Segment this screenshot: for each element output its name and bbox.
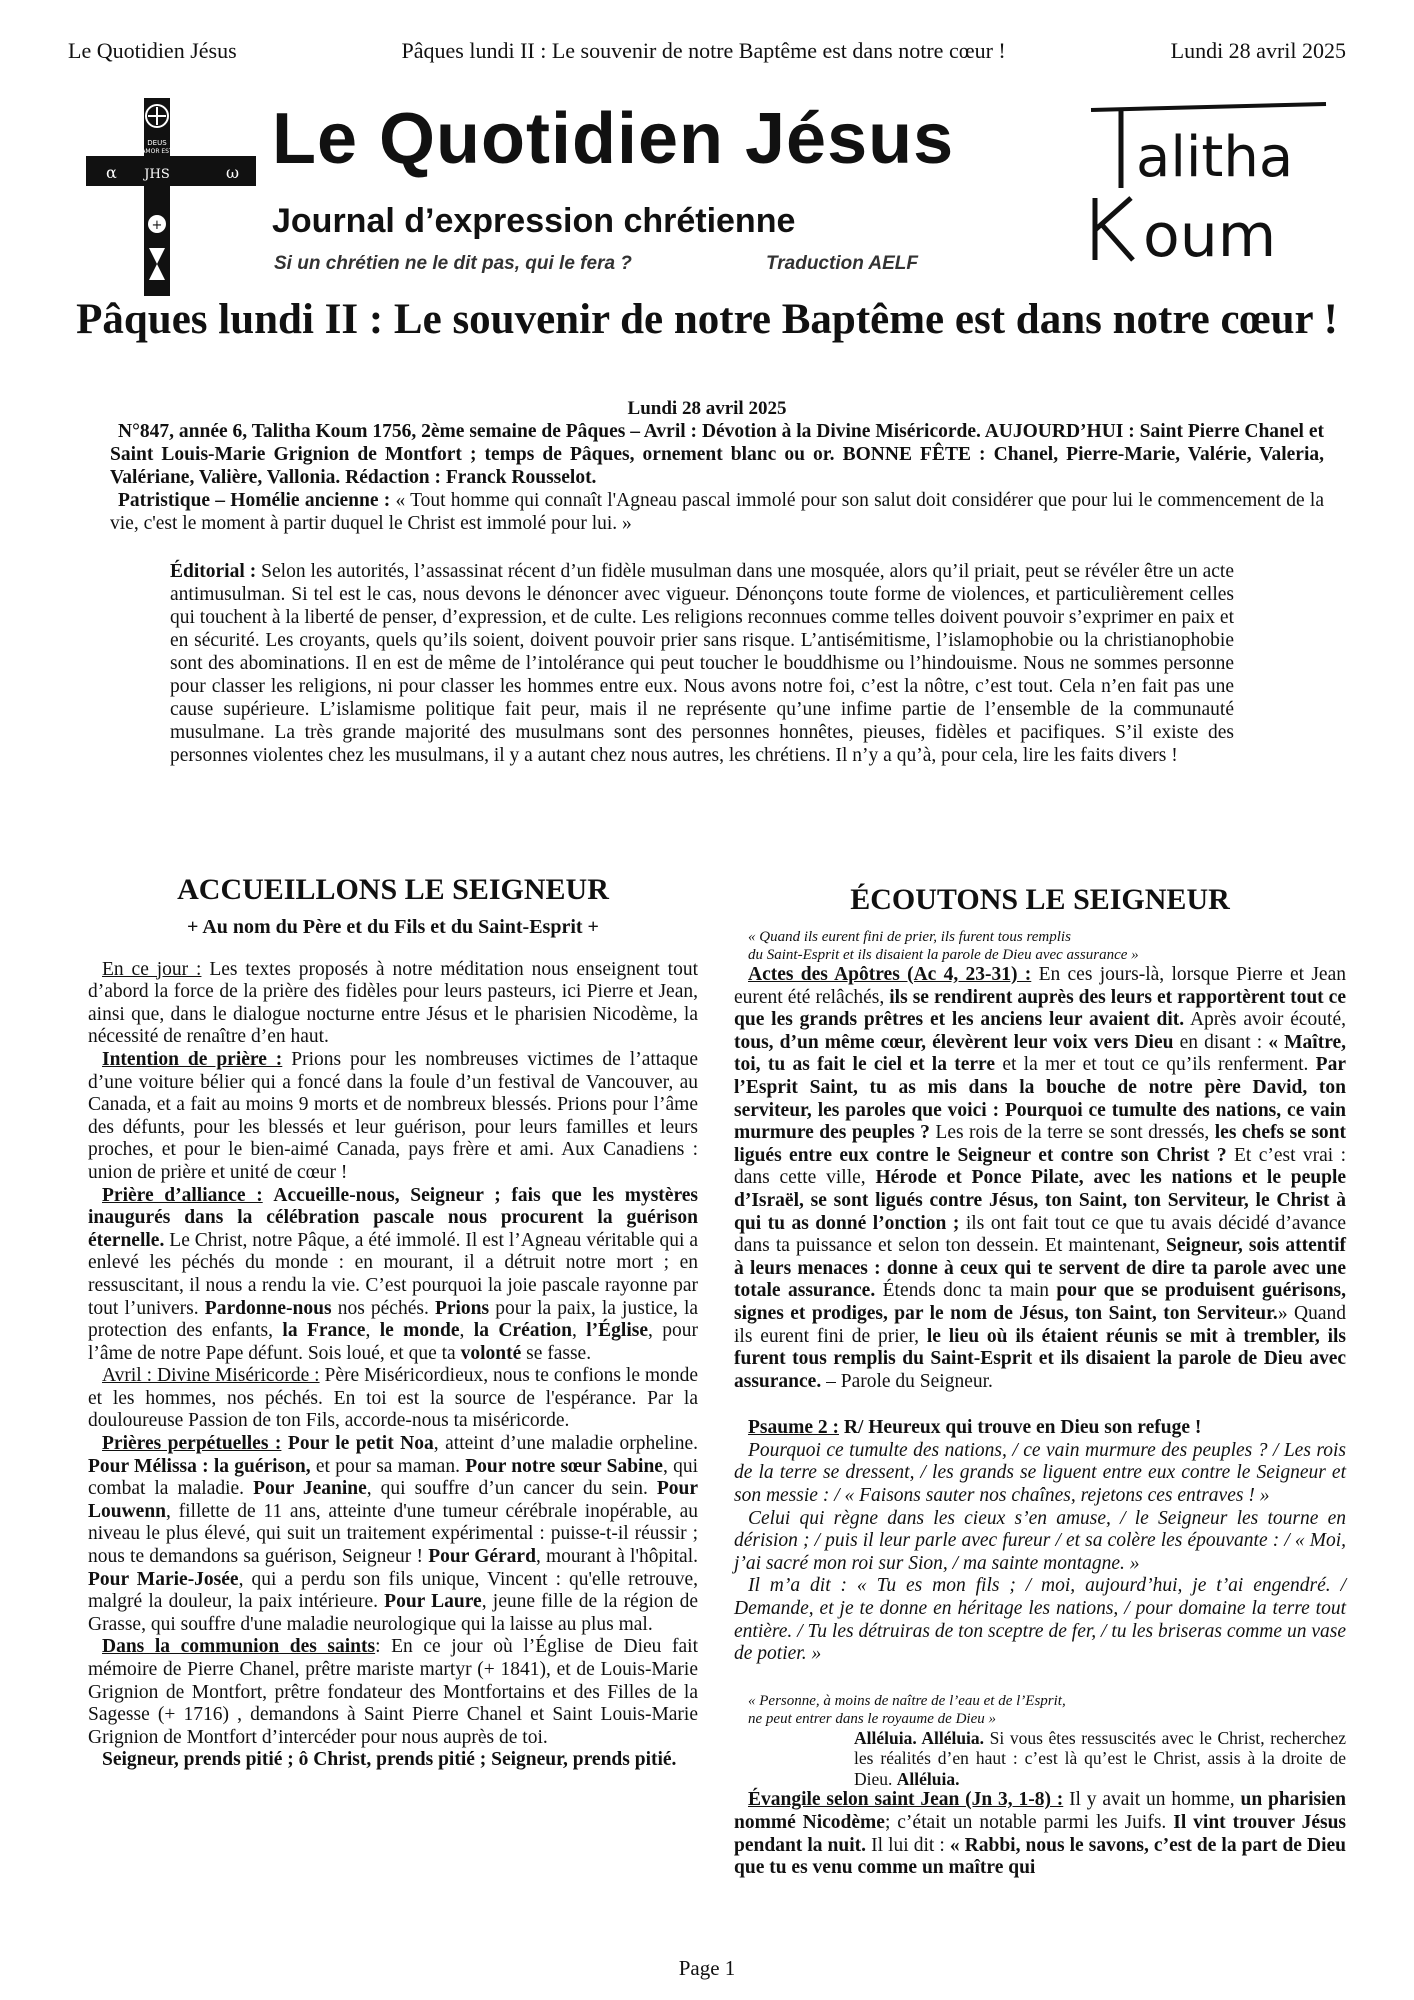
issue-info [110,420,1324,535]
masthead-translation: Traduction AELF [766,253,918,274]
left-column [88,870,698,1772]
masthead [86,98,1336,298]
running-header [68,38,1346,68]
actes-reading: Actes des Apôtres (Ac 4, 23-31) : En ces jours-là, lorsque Pierre et Jean eurent été relâchés, ils se rendirent auprès des leurs et rapportèrent tout ce que les grands prêtres et les anciens leur avaient dit. Après avoir écouté, tous, d’un même cœur, élevèrent leur voix vers Dieu en disant : « Maître, toi, tu as fait le ciel et la terre et la mer et tout ce qu’ils renferment. Par l’Esprit Saint, tu as mis dans la bouche de notre père David, ton serviteur, les paroles que voici : Pourquoi ce tumulte des nations, ce vain murmure des peuples ? Les rois de la terre se sont dressés, les chefs se sont ligués entre eux contre le Seigneur et contre son Christ ? Et c’est vrai : dans cette ville, Hérode et Ponce Pilate, avec les nations et le peuple d’Israël, se sont ligués contre Jésus, ton Saint, ton Serviteur, le Christ à qui tu as donné l’onction ; ils ont fait tout ce que tu avais décidé d’avance dans ta puissance et selon ton dessein. Et maintenant, Seigneur, sois attentif à leurs menaces : donne à ceux qui te servent de dire ta parole avec une totale assurance. Étends donc ta main pour que se produisent guérisons, signes et prodiges, par le nom de Jésus, ton Saint, ton Serviteur.» Quand ils eurent fini de prier, le lieu où ils étaient réunis se mit à trembler, ils furent tous remplis du Saint-Esprit et ils disaient la parole de Dieu avec assurance. – Parole du Seigneur. [734,964,1347,1392]
main-title: Pâques lundi II : Le souvenir de notre Baptême est dans notre cœur ! [76,296,1338,343]
running-header-right: Lundi 28 avril 2025 [1170,38,1346,63]
actes-epigraph-line1: « Quand ils eurent fini de prier, ils furent tous remplis [748,929,1071,945]
communion-des-saints: Dans la communion des saints: En ce jour où l’Église de Dieu fait mémoire de Pierre Chanel, prêtre mariste martyr (+ 1841), et de Louis-Marie Grignion de Montfort, prêtre fondateur des Montfortains et des Filles de la Sagesse (+ 1716) , demandons à Saint Pierre Chanel et Saint Louis-Marie Grignion de Montfort d’intercéder pour nous auprès de toi. [88,1636,698,1748]
evangile-epigraph-line1: « Personne, à moins de naître de l’eau et de l’Esprit, [748,1692,1066,1709]
patristique-text: « Tout homme qui connaît l'Agneau pascal immolé pour son salut doit considérer que pour lui le commencement de la vie, c'est le moment à partir duquel le Christ est immolé pour lui. » [110,490,1324,534]
running-header-center: Pâques lundi II : Le souvenir de notre Baptême est dans notre cœur ! [401,38,1006,63]
right-column [734,880,1346,1880]
svg-text:alitha: alitha [1136,125,1294,190]
svg-text:ω: ω [226,163,240,182]
running-header-left: Le Quotidien Jésus [68,38,237,63]
issue-date: Lundi 28 avril 2025 [627,398,787,419]
evangile-epigraph-line2: ne peut entrer dans le royaume de Dieu » [748,1710,996,1727]
actes-epigraph-line2: du Saint-Esprit et ils disaient la parole de Dieu avec assurance » [748,947,1139,963]
prieres-perpetuelles: Prières perpétuelles : Pour le petit Noa, atteint d’une maladie orpheline. Pour Mélissa : la guérison, et pour sa maman. Pour notre sœur Sabine, qui combat la maladie. Pour Jeanine, qui souffre d’un cancer du sein. Pour Louwenn, fillette de 11 ans, atteinte d'une tumeur cérébrale inopérable, au niveau le plus élevé, qui suit un traitement expérimental : puisse-t-il réussir ; nous te demandons sa guérison, Seigneur ! Pour Gérard, mourant à l'hôpital. Pour Marie-Josée, qui a perdu son fils unique, Vincent : qu'elle retrouve, malgré la douleur, la paix intérieure. Pour Laure, jeune fille de la région de Grasse, qui souffre d'une maladie neurologique qui la laisse au plus mal. [88,1433,699,1635]
alleluia: Alléluia. Alléluia. Si vous êtes ressuscités avec le Christ, recherchez les réalités d’en haut : c’est là qu’est le Christ, assis à la droite de Dieu. Alléluia. [854,1727,1347,1789]
left-heading: ACCUEILLONS LE SEIGNEUR [177,873,609,906]
svg-text:oum: oum [1143,201,1277,268]
svg-text:+: + [151,218,163,233]
talitha-koum-logo [1081,98,1331,268]
svg-text:JHS: JHS [144,167,170,182]
cross-logo-icon [86,98,256,296]
kyrie: Seigneur, prends pitié ; ô Christ, prends pitié ; Seigneur, prends pitié. [102,1749,677,1771]
avril-misericorde: Avril : Divine Miséricorde : Père Miséricordieux, nous te confions le monde et les hommes, nos péchés. En toi est la source de l'espérance. Par la douloureuse Passion de ton Fils, accorde-nous ta miséricorde. [88,1365,698,1432]
en-ce-jour: En ce jour : Les textes proposés à notre méditation nous enseignent tout d’abord la force de la prière des fidèles pour leurs pasteurs, ici Pierre et Jean, ainsi que, dans le dialogue nocturne entre Jésus et le pharisien Nicodème, la nécessité de renaître d’en haut. [88,958,698,1048]
evangile-reading: Évangile selon saint Jean (Jn 3, 1-8) : Il y avait un homme, un pharisien nommé Nicodème; c’était un notable parmi les Juifs. Il vint trouver Jésus pendant la nuit. Il lui dit : « Rabbi, nous le savons, c’est de la part de Dieu que tu es venu comme un maître qui [734,1789,1347,1879]
svg-text:AMOR EST: AMOR EST [141,148,173,155]
right-heading: ÉCOUTONS LE SEIGNEUR [850,883,1230,916]
psaume-strophe-3: Il m’a dit : « Tu es mon fils ; / moi, aujourd’hui, je t’ai engendré. / Demande, et je te donne en héritage les nations, / pour domaine la terre tout entière. / Tu les détruiras de ton sceptre de fer, / tu les briseras comme un vase de potier. » [734,1575,1346,1665]
svg-text:α: α [106,163,117,182]
intention-de-priere: Intention de prière : Prions pour les nombreuses victimes de l’attaque d’une voiture bélier qui a foncé dans la foule d’un festival de Vancouver, au Canada, et a fait au moins 9 morts et de nombreux blessés. Prions pour l’âme des défunts, pour les blessés et leur guérison, pour leurs familles et leurs proches, et pour le bien-aimé Canada, pays frère et ami. Aux Canadiens : union de prière et unité de cœur ! [88,1048,698,1183]
left-subheading: + Au nom du Père et du Fils et du Saint-Esprit + [187,916,599,938]
issue-info-line: N°847, année 6, Talitha Koum 1756, 2ème semaine de Pâques – Avril : Dévotion à la Divine Miséricorde. AUJOURD’HUI : Saint Pierre Chanel et Saint Louis-Marie Grignion de Montfort ; temps de Pâques, ornement blanc ou or. BONNE FÊTE : Chanel, Pierre-Marie, Valérie, Valeria, Valériane, Valière, Vallonia. Rédaction : Franck Rousselot. [110,421,1324,488]
masthead-subtitle: Journal d’expression chrétienne [272,202,796,240]
editorial-label: Éditorial : [170,561,257,582]
psaume-strophe-2: Celui qui règne dans les cieux s’en amuse, / le Seigneur les tourne en dérision ; / puis il leur parle avec fureur / et sa colère les épouvante : / « Moi, j’ai sacré mon roi sur Sion, / ma sainte montagne. » [734,1507,1346,1574]
psaume-strophe-1: Pourquoi ce tumulte des nations, / ce vain murmure des peuples ? / Les rois de la terre se dressent, / les grands se liguent entre eux contre le Seigneur et son messie : / « Faisons sauter nos chaînes, rejetons ces entraves ! » [734,1439,1346,1507]
psaume-title: Psaume 2 : R/ Heureux qui trouve en Dieu son refuge ! [748,1417,1202,1439]
editorial-text: Selon les autorités, l’assassinat récent d’un fidèle musulman dans une mosquée, alors qu’il priait, peut se révéler être un acte antimusulman. Si tel est le cas, nous devons le dénoncer avec vigueur. Dénonçons toute forme de violences, et particulièrement celles qui touchent à la liberté de penser, d’expression, et de culte. Les religions reconnues comme telles doivent pouvoir s’exprimer en paix et en sécurité. Les croyants, quels qu’ils soient, doivent pouvoir prier sans risque. L’antisémitisme, l’islamophobie ou la christianophobie sont des abominations. Il en est de même de l’intolérance qui peut toucher le bouddhisme ou l’hindouisme. Nous ne sommes personne pour classer les religions, ni pour classer les hommes entre eux. Nous avons notre foi, c’est la nôtre, c’est tout. Cela n’en fait pas une cause supérieure. L’islamisme politique fait peur, mais il ne représente qu’une infime partie de l’ensemble de la communauté musulmane. La très grande majorité des musulmans sont des personnes honnêtes, pieuses, fidèles et pacifiques. S’il existe des personnes violentes chez les musulmans, il y a autant chez nous autres, les chrétiens. Il n’y a qu’à, pour cela, lire les faits divers ! [170,561,1234,766]
patristique [110,489,1324,535]
editorial [170,560,1234,767]
svg-text:DEUS: DEUS [147,139,167,147]
masthead-title: Le Quotidien Jésus [272,99,955,179]
priere-alliance: Prière d’alliance : Accueille-nous, Seigneur ; fais que les mystères inaugurés dans la célébration pascale nous procurent la guérison éternelle. Le Christ, notre Pâque, a été immolé. Il est l’Agneau véritable qui a enlevé les péchés du monde : en mourant, il a détruit notre mort ; en ressuscitant, il nous a rendu la vie. C’est pourquoi la joie pascale rayonne par tout l’univers. Pardonne-nous nos péchés. Prions pour la paix, la justice, la protection des enfants, la France, le monde, la Création, l’Église, pour l’âme de notre Pape défunt. Sois loué, et que ta volonté se fasse. [88,1184,699,1364]
patristique-label: Patristique – Homélie ancienne : [118,490,391,511]
page-number: Page 1 [678,1956,736,1980]
masthead-tagline: Si un chrétien ne le dit pas, qui le fera ? [274,253,632,274]
